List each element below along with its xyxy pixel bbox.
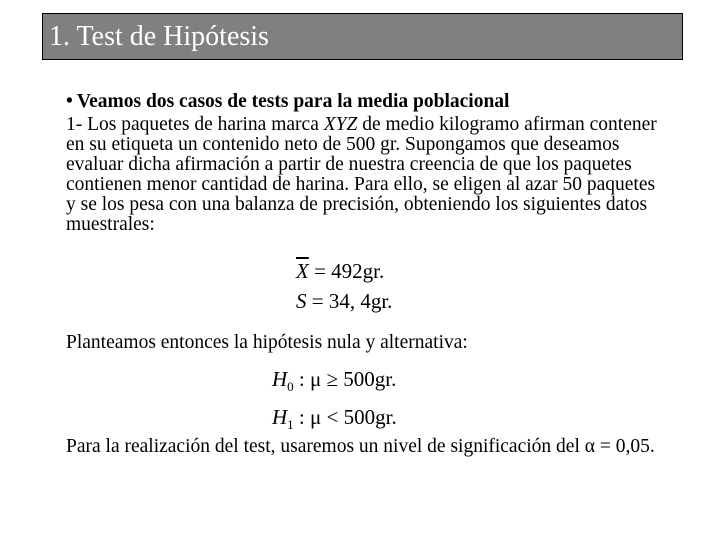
title-bar [42, 13, 683, 60]
brand-name: XYZ [323, 114, 358, 135]
paragraph-text-end: de medio kilogramo afirman contener en su etiqueta un contenido neto de 500 gr. Supongamos que deseamos evaluar dicha afirmación a partir de nuestra creencia de que los paquetes contienen menor cantidad de harina. Para ello, se eligen al azar 50 paquetes y se los pesa con una balanza de precisión, obteniendo los siguientes datos muestrales: [66, 114, 657, 235]
h0-subscript: 0 [287, 379, 294, 395]
h1-text: : μ < 500gr. [298, 405, 397, 430]
bullet-text: Veamos dos casos de tests para la media poblacional [76, 91, 510, 112]
main-content [66, 92, 666, 235]
mean-equation [296, 256, 392, 286]
bullet-dot-icon: • [66, 91, 73, 112]
mean-value: = 492gr. [314, 259, 385, 283]
sd-symbol: S [296, 289, 307, 313]
hypotheses [272, 364, 397, 440]
sample-stats [296, 256, 392, 316]
sd-value: = 34, 4gr. [311, 289, 393, 313]
h0-symbol: H [272, 367, 288, 391]
mean-symbol: $\overline{X}$ [296, 259, 309, 283]
h0-text: : μ ≥ 500gr. [298, 367, 397, 391]
bullet-item [66, 92, 666, 112]
alternative-hypothesis [272, 402, 397, 440]
null-hypothesis [272, 364, 397, 402]
significance-paragraph: Para la realización del test, usaremos un nivel de significación del α = 0,05. [66, 436, 655, 457]
sd-equation [296, 286, 392, 316]
h1-symbol: H [272, 405, 288, 430]
h1-subscript: 1 [287, 417, 294, 433]
paragraph-text-start: 1- Los paquetes de harina marca [66, 114, 324, 135]
problem-paragraph [66, 115, 666, 235]
hypotheses-intro: Planteamos entonces la hipótesis nula y alternativa: [66, 332, 468, 353]
page-title: 1. Test de Hipótesis [49, 21, 269, 52]
